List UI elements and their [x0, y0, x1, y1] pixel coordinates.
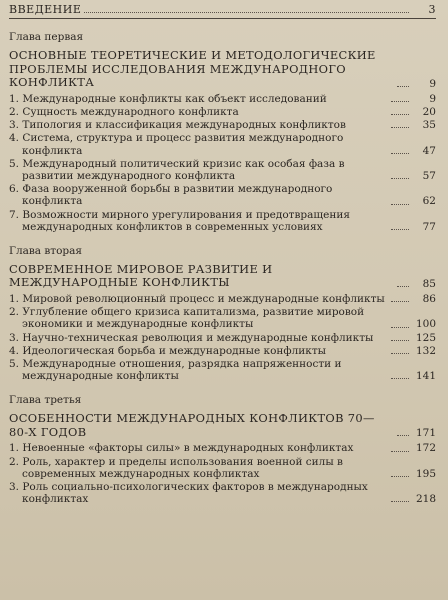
chapter-block	[9, 394, 436, 505]
section-entry[interactable]	[9, 132, 436, 156]
section-entry[interactable]	[9, 456, 436, 480]
section-title: 5. Международный политический кризис как особая фаза в развитии международного конфликта	[9, 157, 345, 182]
section-page: 195	[415, 467, 436, 480]
section-entry[interactable]	[9, 332, 436, 344]
section-entry[interactable]	[9, 106, 436, 118]
section-page: 62	[422, 195, 436, 208]
section-entry[interactable]	[9, 358, 436, 382]
leader-dots	[391, 327, 409, 328]
section-title: 6. Фаза вооруженной борьбы в развитии международного конфликта	[9, 183, 333, 208]
leader-dots	[391, 378, 409, 379]
chapter-title-entry[interactable]	[9, 49, 436, 90]
section-page: 57	[422, 169, 436, 182]
leader-dots	[84, 12, 409, 13]
section-title: 2. Роль, характер и пределы использования военной силы в современных международных конфликтах	[9, 455, 343, 480]
intro-title: ВВЕДЕНИЕ	[9, 3, 82, 16]
section-title: 1. Невоенные «факторы силы» в международных конфликтах	[9, 442, 354, 455]
section-title: 5. Международные отношения, разрядка напряженности и международные конфликты	[9, 357, 342, 383]
chapter-title-entry[interactable]	[9, 263, 436, 290]
section-title: 4. Система, структура и процесс развития международного конфликта	[9, 132, 344, 157]
chapter-title: ОСОБЕННОСТИ МЕЖДУНАРОДНЫХ КОНФЛИКТОВ 70—80-Х ГОДОВ	[9, 411, 375, 439]
leader-dots	[397, 286, 409, 287]
intro-page: 3	[428, 3, 436, 16]
chapters-list	[9, 31, 436, 505]
section-title: 3. Роль социально-психологических факторов в международных конфликтах	[9, 480, 368, 506]
section-entry[interactable]	[9, 345, 436, 357]
leader-dots	[397, 86, 409, 87]
chapter-title: ОСНОВНЫЕ ТЕОРЕТИЧЕСКИЕ И МЕТОДОЛОГИЧЕСКИЕ ПРОБЛЕМЫ ИССЛЕДОВАНИЯ МЕЖДУНАРОДНОГО КОНФЛИКТА	[9, 48, 376, 90]
intro-entry[interactable]	[9, 4, 436, 16]
leader-dots	[391, 229, 409, 230]
section-title: 1. Международные конфликты как объект исследований	[9, 92, 327, 105]
section-page: 141	[415, 370, 436, 383]
section-page: 20	[422, 105, 436, 118]
chapter-page: 9	[429, 77, 436, 90]
section-entry[interactable]	[9, 481, 436, 505]
chapter-title: СОВРЕМЕННОЕ МИРОВОЕ РАЗВИТИЕ И МЕЖДУНАРОДНЫЕ КОНФЛИКТЫ	[9, 261, 273, 290]
chapter-label: Глава третья	[9, 394, 82, 407]
chapter-page: 85	[422, 277, 436, 290]
leader-dots	[391, 340, 409, 341]
leader-dots	[397, 435, 409, 436]
section-entry[interactable]	[9, 442, 436, 454]
section-title: 4. Идеологическая борьба и международные конфликты	[9, 344, 327, 357]
divider	[9, 18, 436, 19]
section-entry[interactable]	[9, 306, 436, 330]
chapter-page: 171	[415, 427, 436, 440]
leader-dots	[391, 301, 409, 302]
section-page: 172	[415, 442, 436, 455]
chapter-title-entry[interactable]	[9, 412, 436, 439]
chapter-block	[9, 31, 436, 233]
chapter-block	[9, 245, 436, 382]
section-title: 3. Типология и классификация международных конфликтов	[9, 119, 346, 132]
leader-dots	[391, 127, 409, 128]
section-entry[interactable]	[9, 158, 436, 182]
leader-dots	[391, 101, 409, 102]
leader-dots	[391, 153, 409, 154]
section-title: 1. Мировой революционный процесс и международные конфликты	[9, 292, 385, 305]
leader-dots	[391, 353, 409, 354]
leader-dots	[391, 178, 409, 179]
section-page: 47	[422, 144, 436, 157]
section-title: 2. Сущность международного конфликта	[9, 105, 239, 118]
section-page: 35	[422, 119, 436, 132]
section-entry[interactable]	[9, 293, 436, 305]
section-page: 132	[415, 344, 436, 357]
section-list	[9, 93, 436, 233]
section-title: 2. Углубление общего кризиса капитализма, развитие мировой экономики и международные конфликты	[9, 306, 365, 331]
section-title: 3. Научно-техническая революция и международные конфликты	[9, 331, 374, 344]
chapter-label: Глава вторая	[9, 244, 83, 257]
section-page: 77	[422, 220, 436, 233]
section-page: 86	[422, 292, 436, 305]
chapter-label: Глава первая	[9, 31, 84, 44]
section-page: 218	[415, 493, 436, 506]
section-entry[interactable]	[9, 93, 436, 105]
section-entry[interactable]	[9, 119, 436, 131]
section-page: 100	[415, 318, 436, 331]
section-entry[interactable]	[9, 209, 436, 233]
section-entry[interactable]	[9, 183, 436, 207]
leader-dots	[391, 501, 409, 502]
section-page: 125	[415, 331, 436, 344]
section-title: 7. Возможности мирного урегулирования и предотвращения международных конфликтов в современных условиях	[9, 208, 350, 233]
leader-dots	[391, 451, 409, 452]
leader-dots	[391, 476, 409, 477]
section-list	[9, 293, 436, 382]
section-list	[9, 442, 436, 505]
section-page: 9	[429, 92, 436, 105]
leader-dots	[391, 204, 409, 205]
leader-dots	[391, 114, 409, 115]
